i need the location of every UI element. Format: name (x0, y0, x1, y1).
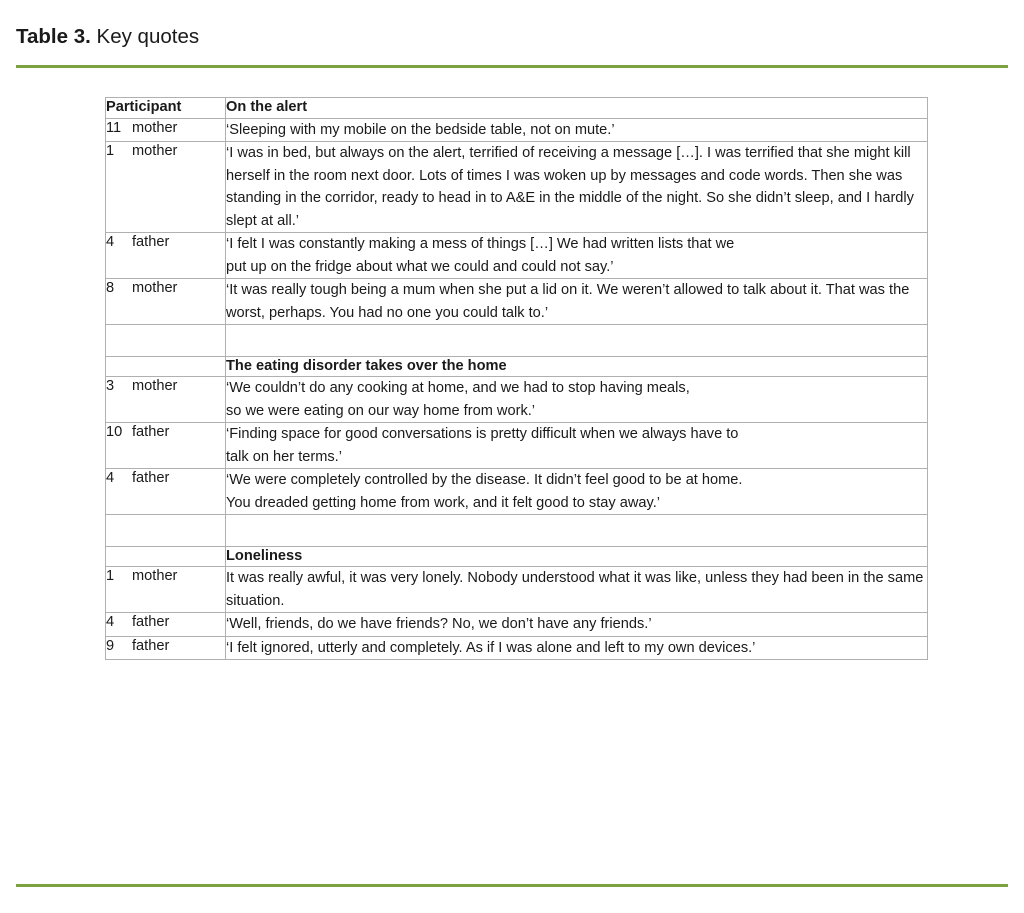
participant-role: mother (132, 119, 178, 136)
participant-role: father (132, 470, 170, 486)
participant-cell (106, 118, 226, 142)
section-header-label: The eating disorder takes over the home (226, 356, 928, 377)
column-header-quote: On the alert (226, 98, 928, 119)
participant-cell (106, 567, 226, 613)
table-row (106, 142, 928, 233)
quote-cell: ‘We were completely controlled by the disease. It didn’t feel good to be at home. You dreaded getting home from work, and it felt good to stay away.’ (226, 469, 928, 515)
bottom-rule (16, 884, 1008, 887)
participant-role: father (132, 424, 170, 440)
quote-cell: ‘I felt I was constantly making a mess of things […] We had written lists that we put up on the fridge about what we could and could not say.’ (226, 233, 928, 279)
spacer-cell (226, 325, 928, 357)
section-header-row (106, 356, 928, 377)
table-row (106, 118, 928, 142)
participant-number: 4 (106, 470, 115, 486)
quote-cell: ‘Well, friends, do we have friends? No, we don’t have any friends.’ (226, 613, 928, 637)
participant-role: father (132, 234, 170, 250)
participant-number: 4 (106, 614, 115, 630)
section-header-row (106, 546, 928, 567)
table-row (106, 423, 928, 469)
participant-cell (106, 233, 226, 279)
participant-number: 10 (106, 424, 123, 440)
quote-cell: It was really awful, it was very lonely. Nobody understood what it was like, unless they had been in the same situation. (226, 567, 928, 613)
section-header-label: Loneliness (226, 546, 928, 567)
table-row (106, 469, 928, 515)
participant-number: 8 (106, 280, 115, 296)
participant-cell (106, 636, 226, 660)
table-row (106, 233, 928, 279)
quote-cell: ‘It was really tough being a mum when she put a lid on it. We weren’t allowed to talk about it. That was the worst, perhaps. You had no one you could talk to.’ (226, 279, 928, 325)
participant-role: mother (132, 378, 178, 394)
quote-cell: ‘Finding space for good conversations is pretty difficult when we always have to talk on her terms.’ (226, 423, 928, 469)
participant-number: 9 (106, 637, 115, 654)
participant-cell (106, 142, 226, 233)
table-caption-label: Table 3. (16, 25, 91, 48)
quotes-table-body (106, 98, 928, 660)
table-caption-title: Key quotes (96, 25, 200, 48)
participant-number: 11 (106, 119, 122, 136)
participant-cell (106, 546, 226, 567)
table-row (106, 613, 928, 637)
participant-number: 1 (106, 568, 115, 584)
participant-role: father (132, 614, 170, 630)
participant-cell (106, 377, 226, 423)
participant-cell (106, 469, 226, 515)
participant-role: mother (132, 143, 178, 159)
quotes-table-wrapper (105, 97, 927, 660)
table-caption (16, 24, 199, 50)
quote-cell: ‘Sleeping with my mobile on the bedside table, not on mute.’ (226, 118, 928, 142)
table-row (106, 636, 928, 660)
participant-number: 1 (106, 143, 115, 159)
quote-cell: ‘We couldn’t do any cooking at home, and we had to stop having meals, so we were eating on our way home from work.’ (226, 377, 928, 423)
column-header-participant: Participant (106, 98, 226, 119)
participant-role: mother (132, 280, 178, 296)
participant-role: father (132, 637, 170, 654)
participant-cell (106, 515, 226, 547)
table-row (106, 567, 928, 613)
quote-cell: ‘I felt ignored, utterly and completely. As if I was alone and left to my own devices.’ (226, 636, 928, 660)
table-row (106, 279, 928, 325)
participant-role: mother (132, 568, 178, 584)
top-rule (16, 65, 1008, 68)
spacer-cell (226, 515, 928, 547)
table-header-row (106, 98, 928, 119)
spacer-row (106, 515, 928, 547)
spacer-row (106, 325, 928, 357)
quotes-table (105, 97, 928, 660)
quote-cell: ‘I was in bed, but always on the alert, terrified of receiving a message […]. I was terrified that she might kill herself in the room next door. Lots of times I was woken up by messages and code words. Then she was standing in the corridor, ready to head in to A&E in the middle of the night. So she didn’t sleep, and I hardly slept at all.’ (226, 142, 928, 233)
participant-number: 4 (106, 234, 115, 250)
participant-cell (106, 613, 226, 637)
participant-cell (106, 356, 226, 377)
table-row (106, 377, 928, 423)
participant-cell (106, 279, 226, 325)
participant-number: 3 (106, 378, 115, 394)
participant-cell (106, 325, 226, 357)
participant-cell (106, 423, 226, 469)
